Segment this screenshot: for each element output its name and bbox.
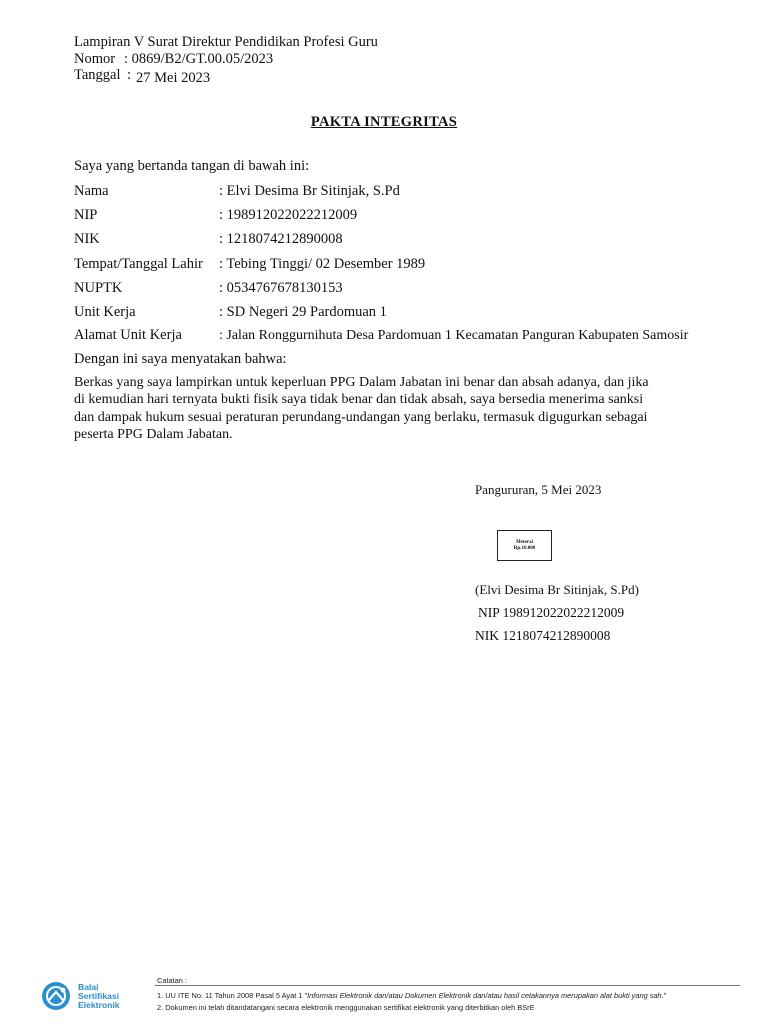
field-ttl-label: Tempat/Tanggal Lahir [74, 256, 203, 272]
statement-line: Berkas yang saya lampirkan untuk keperluan PPG Dalam Jabatan ini benar dan absah adanya, dan jika [74, 375, 649, 390]
field-nuptk-label: NUPTK [74, 280, 123, 296]
statement-line: di kemudian hari ternyata bukti fisik saya tidak benar dan tidak absah, saya bersedia menerima sanksi [74, 392, 644, 408]
field-nip-label: NIP [74, 207, 98, 223]
statement-line: peserta PPG Dalam Jabatan. [74, 427, 233, 443]
footer-note-1-suffix: " [663, 991, 667, 1000]
footer-note-2: 2. Dokumen ini telah ditandatangani secara elektronik menggunakan sertifikat elektronik yang diterbitkan oleh BSrE [157, 1003, 535, 1012]
field-nama-label: Nama [74, 183, 109, 199]
footer-catatan: Catatan : [157, 976, 187, 985]
field-nik-label: NIK [74, 231, 100, 247]
statement-line: dan dampak hukum sesuai peraturan perundang-undangan yang berlaku, termasuk digugurkan sebagai [74, 409, 648, 425]
field-nik-value: : 1218074212890008 [219, 231, 343, 247]
logo-line: Sertifikasi [78, 991, 120, 1001]
header-nomor-value: : 0869/B2/GT.00.05/2023 [124, 51, 274, 67]
footer-divider [155, 985, 740, 986]
field-ttl-value: : Tebing Tinggi/ 02 Desember 1989 [219, 256, 426, 272]
header-tanggal-colon: : [127, 67, 132, 83]
field-unit-kerja-label: Unit Kerja [74, 304, 136, 320]
statement-paragraph [74, 374, 734, 444]
header-tanggal-label: Tanggal [74, 67, 121, 83]
logo-line: Balai [78, 982, 99, 992]
signature-place-date: Pangururan, 5 Mei 2023 [475, 482, 602, 497]
footer-note-1 [157, 991, 666, 1000]
signature-name: (Elvi Desima Br Sitinjak, S.Pd) [475, 582, 639, 597]
signature-nik: NIK 1218074212890008 [475, 628, 611, 643]
field-unit-kerja-value: : SD Negeri 29 Pardomuan 1 [219, 304, 387, 320]
logo-line: Elektronik [78, 1000, 120, 1010]
stamp-line: Meterai [516, 539, 533, 545]
meterai-stamp [497, 530, 552, 561]
bsre-logo-text [78, 983, 120, 1010]
header-tanggal-value: 27 Mei 2023 [136, 70, 211, 86]
intro-text: Saya yang bertanda tangan di bawah ini: [74, 158, 310, 174]
bsre-logo-icon [40, 980, 72, 1012]
field-alamat-label: Alamat Unit Kerja [74, 327, 182, 343]
field-nuptk-value: : 0534767678130153 [219, 280, 343, 296]
signature-nip: NIP 198912022022212009 [478, 605, 625, 620]
field-nama-value: : Elvi Desima Br Sitinjak, S.Pd [219, 183, 400, 199]
statement-intro: Dengan ini saya menyatakan bahwa: [74, 351, 287, 367]
stamp-line: Rp.10.000 [513, 545, 536, 551]
field-nip-value: : 198912022022212009 [219, 207, 358, 223]
field-alamat-value: : Jalan Ronggurnihuta Desa Pardomuan 1 Kecamatan Panguran Kabupaten Samosir [219, 328, 689, 343]
footer-note-1-prefix: 1. UU ITE No. 11 Tahun 2008 Pasal 5 Ayat 1 " [157, 991, 308, 1000]
header-nomor-label: Nomor [74, 51, 116, 67]
header-lampiran: Lampiran V Surat Direktur Pendidikan Profesi Guru [74, 34, 378, 50]
footer-note-1-quote: Informasi Elektronik dan/atau Dokumen Elektronik dan/atau hasil cetakannya merupakan alat bukti yang sah. [307, 991, 664, 1000]
document-title: PAKTA INTEGRITAS [310, 114, 458, 130]
